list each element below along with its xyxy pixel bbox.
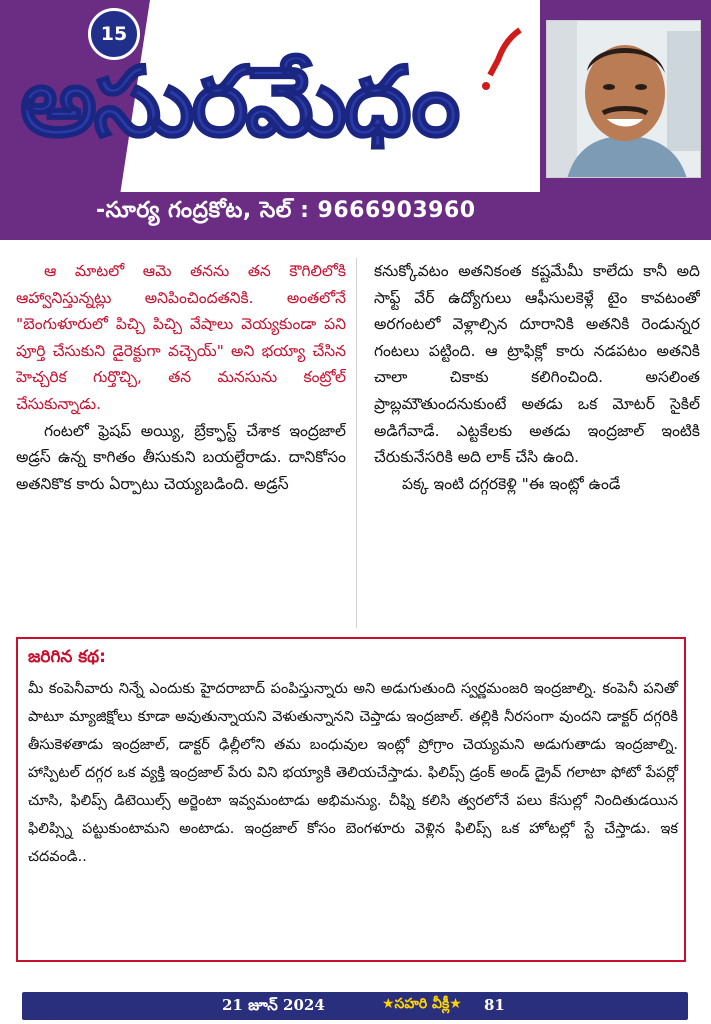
story-so-far-heading: జరిగిన కథ: [28,647,106,667]
page-footer [22,992,688,1020]
paragraph: పక్క ఇంటి దగ్గరకెళ్లి "ఈ ఇంట్లో ఉండే [402,474,621,493]
column-divider [356,258,357,628]
author-byline: -సూర్య గంద్రకోట, సెల్ : 9666903960 [96,198,476,223]
issue-date: 21 జూన్ 2024 [222,996,325,1014]
paragraph-red: ఆ మాటలో ఆమె తనను తన కౌగిలిలోకి ఆహ్వానిస్తున్నట్లు అనిపించిందతనికి. అంతలోనే "బెంగుళూరులో పిచ్చి పిచ్చి వేషాలు వెయ్యకుండా పని పూర్తి చేసుకుని డైరెక్టుగా వచ్చెయ్" అని భయ్యా చేసిన హెచ్చరిక గుర్తొచ్చి, తన మనసును కంట్రోల్ చేసుకున్నాడు. [16,262,346,413]
magazine-brand: ★సహరి వీక్లీ★ [382,996,462,1012]
story-so-far-text: మీ కంపెనీవారు నిన్నే ఎందుకు హైదరాబాద్ పంపిస్తున్నారు అని అడుగుతుంది స్వర్ణమంజరి ఇంద్రజాల్ని. కంపెనీ పనితో పాటూ మ్యాజిక్షోలు కూడా అవుతున్నాయని వెళుతున్నానని చెప్తాడు ఇంద్రజాల్. తల్లికి నీరసంగా వుందని డాక్టర్ దగ్గరికి తీసుకెళతాడు ఇంద్రజాల్, డాక్టర్ ఢిల్లీలోని తమ బంధువుల ఇంట్లో ప్రోగ్రాం చెయ్యమని అడుగుతాడు ఇంద్రజాల్ని. హాస్పిటల్ దగ్గర ఒక వ్యక్తి ఇంద్రజాల్ పేరు విని భయ్యాకి తెలియచేస్తాడు. ఫిలిప్స్ డ్రంక్ అండ్ డ్రైవ్ గలాటా ఫోటో పేపర్లో చూసి, ఫిలిప్స్ డిటెయిల్స్ అర్జెంటా ఇవ్వమంటాడు అభిమన్యు. చీఫ్ని కలిసి త్వరలోనే పలు కేసుల్లో నిందితుడయిన ఫిలిప్స్ని పట్టుకుంటామని అంటాడు. ఇంద్రజాల్ కోసం బెంగళూరు వెళ్లిన ఫిలిప్స్ ఒక హోటల్లో స్టే చేస్తాడు. ఇక చదవండి.. [28,681,678,865]
author-photo [546,20,701,178]
issue-number-badge: 15 [88,8,140,60]
right-column [374,258,700,628]
paragraph: గంటలో ఫ్రెషప్ అయ్యి, బ్రేక్ఫాస్ట్ చేశాక ఇంద్రజాల్ అడ్రస్ ఉన్న కాగితం తీసుకుని బయల్దేరాడు. దానికోసం అతనికొక కారు ఏర్పాటు చెయ్యబడింది. అడ్రస్ [16,421,346,493]
paragraph: కనుక్కోవటం అతనికంత కష్టమేమీ కాలేదు కానీ అది సాఫ్ట్ వేర్ ఉద్యోగులు ఆఫీసులకెళ్లే టైం కావటంతో అరగంటలో వెళ్లాల్సిన దూరానికి అతనికి రెండున్నర గంటలు పట్టింది. ఆ ట్రాఫిక్లో కారు నడపటం అతనికి చాలా చికాకు కలిగించింది. అసలింత ప్రాబ్లమౌతుందనుకుంటే అతడు ఒక మోటర్ సైకిల్ అడిగేవాడే. ఎట్టకేలకు అతడు ఇంద్రజాల్ ఇంటికి చేరుకునేసరికి అది లాక్ చేసి ఉంది. [374,262,700,467]
page-number: 81 [484,996,505,1014]
story-so-far-box [16,637,686,962]
byline-bar [0,192,711,240]
masthead-title: అసురమేధం [20,46,458,158]
masthead [20,36,540,186]
left-column [16,258,346,628]
author-photo-image [547,21,701,178]
page-header [0,0,711,240]
